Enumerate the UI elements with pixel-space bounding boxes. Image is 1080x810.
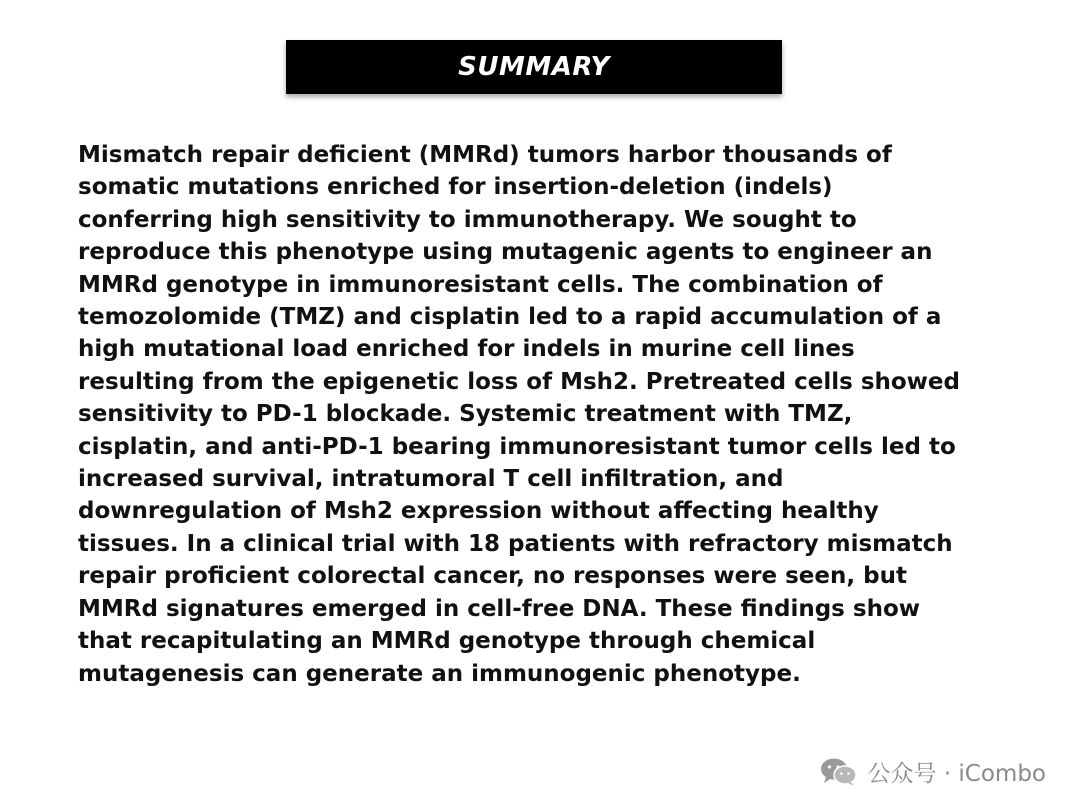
- summary-line: somatic mutations enriched for insertion-deletion (indels): [78, 174, 833, 201]
- summary-line: mutagenesis can generate an immunogenic phenotype.: [78, 660, 801, 687]
- title-banner: [286, 40, 782, 94]
- summary-line: temozolomide (TMZ) and cisplatin led to a rapid accumulation of a: [78, 304, 942, 331]
- summary-line: resulting from the epigenetic loss of Msh2. Pretreated cells showed: [78, 368, 960, 395]
- summary-text: [78, 139, 1018, 690]
- summary-line: repair proficient colorectal cancer, no responses were seen, but: [78, 563, 907, 590]
- summary-line: MMRd signatures emerged in cell-free DNA. These findings show: [78, 595, 920, 622]
- page-title: SUMMARY: [458, 52, 610, 82]
- watermark: [819, 755, 1046, 788]
- summary-line: Mismatch repair deficient (MMRd) tumors harbor thousands of: [78, 142, 892, 168]
- wechat-icon: [819, 757, 859, 787]
- summary-line: increased survival, intratumoral T cell infiltration, and: [78, 466, 784, 493]
- watermark-text: 公众号 · iCombo: [867, 761, 1046, 787]
- summary-line: reproduce this phenotype using mutagenic agents to engineer an: [78, 239, 933, 266]
- summary-line: conferring high sensitivity to immunotherapy. We sought to: [78, 206, 857, 233]
- summary-line: MMRd genotype in immunoresistant cells. The combination of: [78, 271, 883, 298]
- summary-line: that recapitulating an MMRd genotype through chemical: [78, 628, 816, 655]
- summary-line: downregulation of Msh2 expression without affecting healthy: [78, 498, 879, 525]
- summary-line: high mutational load enriched for indels in murine cell lines: [78, 336, 855, 363]
- summary-line: cisplatin, and anti-PD-1 bearing immunoresistant tumor cells led to: [78, 433, 956, 460]
- summary-line: tissues. In a clinical trial with 18 patients with refractory mismatch: [78, 530, 953, 557]
- summary-line: sensitivity to PD-1 blockade. Systemic treatment with TMZ,: [78, 401, 853, 428]
